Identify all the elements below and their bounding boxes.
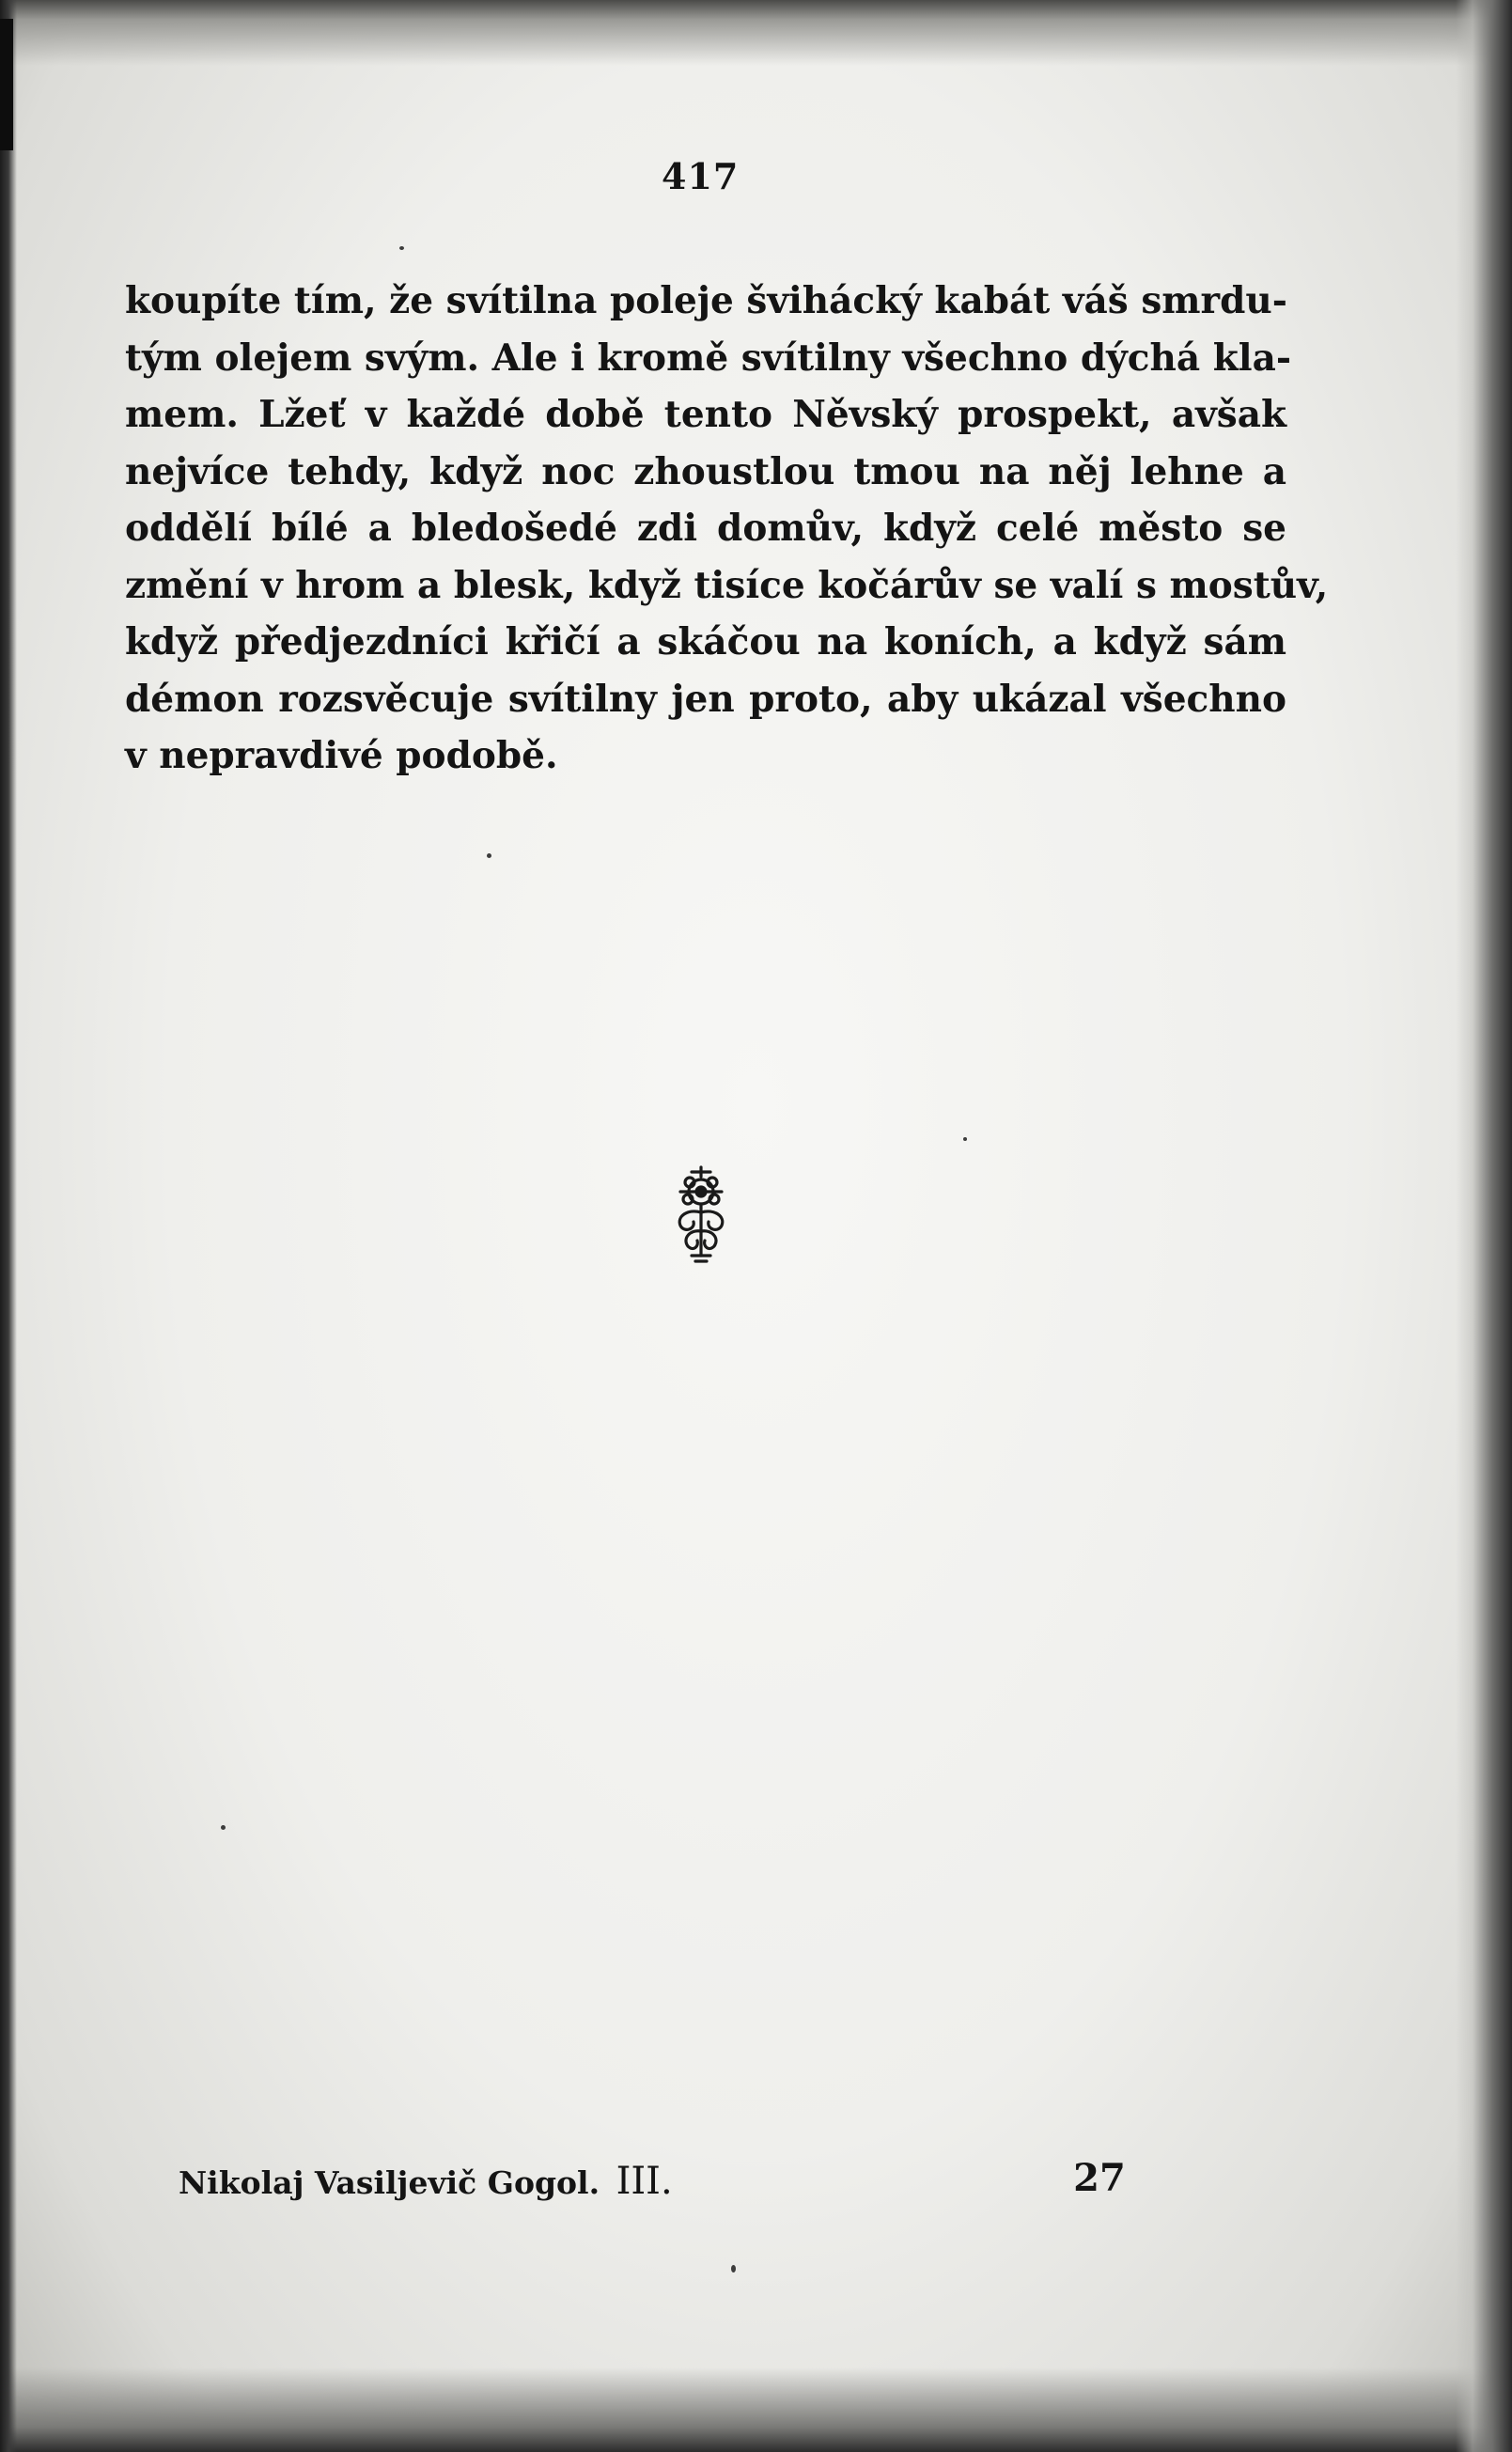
- page-number: 417: [662, 155, 740, 197]
- volume-number: III.: [616, 2160, 673, 2203]
- text-line-last: v nepravdivé podobě.: [125, 734, 558, 777]
- author-signature: Nikolaj Vasiljevič Gogol.: [179, 2164, 600, 2201]
- scan-edge-right: [1456, 0, 1512, 2452]
- text-line: démon rozsvěcuje svítilny jen proto, aby ukázal všechno: [125, 677, 1286, 721]
- text-line: oddělí bílé a bledošedé zdi domův, když celé město se: [125, 507, 1286, 550]
- text-line: koupíte tím, že svítilna poleje švihácký kabát váš smrdu-: [125, 279, 1287, 322]
- floral-ornament-icon: [667, 1164, 735, 1265]
- scan-edge-bottom: [0, 2367, 1512, 2452]
- scan-edge-left-mark: [0, 19, 13, 150]
- sheet-number: 27: [1073, 2156, 1126, 2200]
- scan-edge-top: [0, 0, 1512, 66]
- text-line: když předjezdníci křičí a skáčou na koních, a když sám: [125, 620, 1286, 664]
- print-speck: [731, 2265, 736, 2272]
- print-speck: [487, 853, 491, 858]
- print-speck: [963, 1137, 967, 1141]
- footer-signature: [179, 2160, 673, 2203]
- text-line: změní v hrom a blesk, když tisíce kočárův se valí s mostův,: [125, 563, 1329, 607]
- text-line: nejvíce tehdy, když noc zhoustlou tmou na něj lehne a: [125, 449, 1286, 493]
- scan-edge-left: [0, 0, 17, 2452]
- text-line: mem. Lžeť v každé době tento Něvský prospekt, avšak: [125, 393, 1286, 436]
- print-speck: [399, 246, 404, 250]
- paragraph: [125, 273, 1329, 785]
- print-speck: [221, 1825, 226, 1830]
- text-line: tým olejem svým. Ale i kromě svítilny všechno dýchá kla-: [125, 336, 1292, 380]
